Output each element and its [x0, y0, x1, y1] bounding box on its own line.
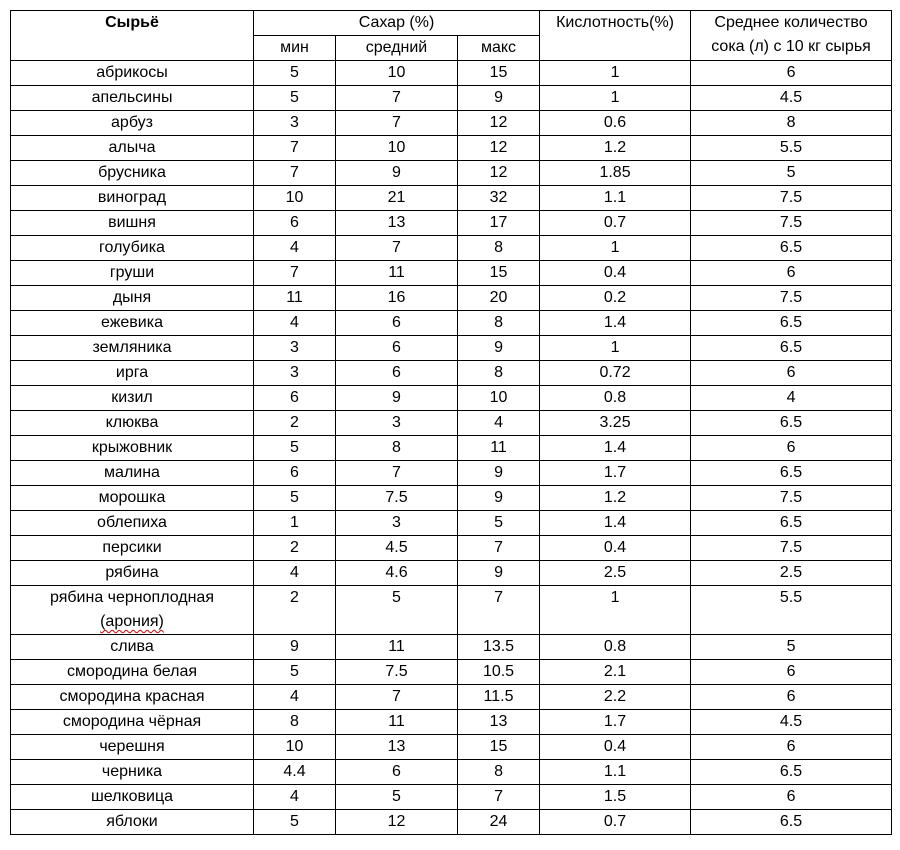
row-name: черника — [11, 760, 254, 785]
row-acid: 1.4 — [540, 436, 691, 461]
table-row — [11, 336, 892, 361]
row-min: 8 — [254, 710, 336, 735]
row-min: 4 — [254, 311, 336, 336]
row-name: брусника — [11, 161, 254, 186]
row-acid: 1.1 — [540, 186, 691, 211]
row-name — [11, 586, 254, 635]
row-max: 9 — [458, 461, 540, 486]
row-juice: 6.5 — [691, 461, 892, 486]
row-name: морошка — [11, 486, 254, 511]
table-row — [11, 536, 892, 561]
row-avg: 9 — [336, 386, 458, 411]
row-avg: 3 — [336, 511, 458, 536]
row-name: крыжовник — [11, 436, 254, 461]
row-avg: 6 — [336, 760, 458, 785]
row-acid: 0.8 — [540, 386, 691, 411]
row-min: 5 — [254, 436, 336, 461]
table-row — [11, 236, 892, 261]
row-name: яблоки — [11, 810, 254, 835]
row-acid: 0.7 — [540, 810, 691, 835]
row-name-line2: (арония) — [100, 613, 164, 630]
table-row — [11, 61, 892, 86]
row-acid: 0.72 — [540, 361, 691, 386]
row-max: 17 — [458, 211, 540, 236]
row-name: вишня — [11, 211, 254, 236]
row-min: 5 — [254, 61, 336, 86]
header-raw: Сырьё — [11, 11, 254, 61]
row-max: 12 — [458, 161, 540, 186]
row-max: 10 — [458, 386, 540, 411]
table-row — [11, 561, 892, 586]
table-row — [11, 411, 892, 436]
row-max: 8 — [458, 311, 540, 336]
row-acid: 3.25 — [540, 411, 691, 436]
row-min: 1 — [254, 511, 336, 536]
row-name: ежевика — [11, 311, 254, 336]
row-juice: 6 — [691, 685, 892, 710]
row-name-line1: рябина черноплодная — [50, 589, 214, 606]
table-row — [11, 386, 892, 411]
table-body-2 — [11, 635, 892, 835]
row-min: 5 — [254, 810, 336, 835]
row-min: 3 — [254, 111, 336, 136]
row-min: 6 — [254, 386, 336, 411]
row-avg: 16 — [336, 286, 458, 311]
row-name: абрикосы — [11, 61, 254, 86]
table-row — [11, 660, 892, 685]
row-acid: 2.5 — [540, 561, 691, 586]
table-row — [11, 760, 892, 785]
row-acid: 0.4 — [540, 261, 691, 286]
row-juice: 6 — [691, 261, 892, 286]
table-row — [11, 710, 892, 735]
row-juice: 5.5 — [691, 586, 892, 635]
row-name: смородина красная — [11, 685, 254, 710]
row-max: 13.5 — [458, 635, 540, 660]
row-juice: 4.5 — [691, 86, 892, 111]
row-name: персики — [11, 536, 254, 561]
row-max: 7 — [458, 785, 540, 810]
table-body-1 — [11, 61, 892, 586]
row-juice: 6 — [691, 785, 892, 810]
row-avg: 11 — [336, 635, 458, 660]
row-min: 5 — [254, 86, 336, 111]
row-max: 11.5 — [458, 685, 540, 710]
row-max: 7 — [458, 586, 540, 635]
row-name: земляника — [11, 336, 254, 361]
row-avg: 21 — [336, 186, 458, 211]
row-acid: 1.5 — [540, 785, 691, 810]
row-acid: 2.1 — [540, 660, 691, 685]
row-avg: 4.6 — [336, 561, 458, 586]
row-juice: 7.5 — [691, 211, 892, 236]
header-juice-line1: Среднее количество — [714, 14, 868, 31]
row-max: 24 — [458, 810, 540, 835]
row-acid: 1 — [540, 61, 691, 86]
row-avg: 7.5 — [336, 486, 458, 511]
row-max: 12 — [458, 136, 540, 161]
row-acid: 0.7 — [540, 211, 691, 236]
row-max: 20 — [458, 286, 540, 311]
row-juice: 6 — [691, 61, 892, 86]
row-acid: 1 — [540, 236, 691, 261]
row-min: 6 — [254, 211, 336, 236]
row-min: 10 — [254, 186, 336, 211]
table-row — [11, 685, 892, 710]
row-min: 3 — [254, 361, 336, 386]
row-name: смородина белая — [11, 660, 254, 685]
row-avg: 6 — [336, 336, 458, 361]
row-juice: 7.5 — [691, 536, 892, 561]
row-acid: 1.4 — [540, 511, 691, 536]
row-juice: 4 — [691, 386, 892, 411]
row-avg: 7.5 — [336, 660, 458, 685]
row-name: алыча — [11, 136, 254, 161]
row-avg: 7 — [336, 685, 458, 710]
table-row — [11, 436, 892, 461]
row-juice: 6 — [691, 361, 892, 386]
table-row — [11, 86, 892, 111]
row-acid: 1 — [540, 586, 691, 635]
row-max: 9 — [458, 561, 540, 586]
row-min: 6 — [254, 461, 336, 486]
row-juice: 4.5 — [691, 710, 892, 735]
row-min: 4 — [254, 561, 336, 586]
row-max: 15 — [458, 61, 540, 86]
row-juice: 6.5 — [691, 336, 892, 361]
row-juice: 6 — [691, 436, 892, 461]
row-avg: 8 — [336, 436, 458, 461]
row-acid: 1 — [540, 336, 691, 361]
row-name: шелковица — [11, 785, 254, 810]
row-name: слива — [11, 635, 254, 660]
row-juice: 6.5 — [691, 810, 892, 835]
row-min: 4 — [254, 785, 336, 810]
table-row — [11, 136, 892, 161]
row-min: 2 — [254, 411, 336, 436]
row-name: арбуз — [11, 111, 254, 136]
row-acid: 1.7 — [540, 461, 691, 486]
row-max: 4 — [458, 411, 540, 436]
row-acid: 0.8 — [540, 635, 691, 660]
row-acid: 2.2 — [540, 685, 691, 710]
table-row — [11, 586, 892, 635]
row-juice: 6 — [691, 735, 892, 760]
row-min: 4 — [254, 236, 336, 261]
juice-table — [10, 10, 892, 835]
row-avg: 13 — [336, 211, 458, 236]
row-acid: 1.2 — [540, 486, 691, 511]
header-sugar: Сахар (%) — [254, 11, 540, 36]
row-avg: 6 — [336, 361, 458, 386]
table-row — [11, 161, 892, 186]
row-name: кизил — [11, 386, 254, 411]
row-name: виноград — [11, 186, 254, 211]
row-min: 4 — [254, 685, 336, 710]
row-avg: 11 — [336, 261, 458, 286]
row-name: груши — [11, 261, 254, 286]
row-max: 9 — [458, 486, 540, 511]
row-juice: 8 — [691, 111, 892, 136]
row-acid: 1.4 — [540, 311, 691, 336]
row-juice: 6.5 — [691, 760, 892, 785]
row-juice: 6.5 — [691, 236, 892, 261]
table-row — [11, 785, 892, 810]
row-min: 7 — [254, 136, 336, 161]
row-max: 9 — [458, 336, 540, 361]
table-row — [11, 286, 892, 311]
row-max: 10.5 — [458, 660, 540, 685]
row-acid: 1.85 — [540, 161, 691, 186]
row-max: 32 — [458, 186, 540, 211]
row-max: 5 — [458, 511, 540, 536]
row-name: клюква — [11, 411, 254, 436]
row-max: 8 — [458, 236, 540, 261]
header-min: мин — [254, 36, 336, 61]
row-avg: 12 — [336, 810, 458, 835]
row-min: 5 — [254, 486, 336, 511]
header-avg: средний — [336, 36, 458, 61]
row-max: 13 — [458, 710, 540, 735]
row-max: 8 — [458, 361, 540, 386]
row-min: 3 — [254, 336, 336, 361]
row-juice: 6 — [691, 660, 892, 685]
row-avg: 7 — [336, 111, 458, 136]
row-juice: 7.5 — [691, 286, 892, 311]
row-min: 5 — [254, 660, 336, 685]
row-avg: 7 — [336, 461, 458, 486]
row-name: голубика — [11, 236, 254, 261]
row-avg: 5 — [336, 785, 458, 810]
row-max: 11 — [458, 436, 540, 461]
row-name: смородина чёрная — [11, 710, 254, 735]
row-name: дыня — [11, 286, 254, 311]
row-avg: 9 — [336, 161, 458, 186]
table-row — [11, 311, 892, 336]
row-name: малина — [11, 461, 254, 486]
row-min: 4.4 — [254, 760, 336, 785]
row-juice: 6.5 — [691, 311, 892, 336]
row-acid: 1 — [540, 86, 691, 111]
row-min: 7 — [254, 261, 336, 286]
table-row — [11, 261, 892, 286]
row-acid: 0.6 — [540, 111, 691, 136]
table-row — [11, 810, 892, 835]
table-row — [11, 186, 892, 211]
row-max: 8 — [458, 760, 540, 785]
table-row — [11, 635, 892, 660]
row-min: 9 — [254, 635, 336, 660]
header-acidity: Кислотность(%) — [540, 11, 691, 61]
table-row — [11, 486, 892, 511]
row-name: облепиха — [11, 511, 254, 536]
row-juice: 5 — [691, 635, 892, 660]
row-acid: 0.4 — [540, 735, 691, 760]
row-min: 7 — [254, 161, 336, 186]
row-name: черешня — [11, 735, 254, 760]
table-row — [11, 511, 892, 536]
row-name: рябина — [11, 561, 254, 586]
row-avg: 13 — [336, 735, 458, 760]
header-juice — [691, 11, 892, 61]
row-avg: 3 — [336, 411, 458, 436]
table-row — [11, 211, 892, 236]
row-min: 10 — [254, 735, 336, 760]
table-row — [11, 111, 892, 136]
header-max: макс — [458, 36, 540, 61]
table-row — [11, 361, 892, 386]
table-row — [11, 461, 892, 486]
row-juice: 5.5 — [691, 136, 892, 161]
row-acid: 1.1 — [540, 760, 691, 785]
row-max: 15 — [458, 261, 540, 286]
row-min: 2 — [254, 586, 336, 635]
row-max: 15 — [458, 735, 540, 760]
row-avg: 4.5 — [336, 536, 458, 561]
row-max: 12 — [458, 111, 540, 136]
table-row — [11, 735, 892, 760]
row-acid: 0.2 — [540, 286, 691, 311]
row-max: 9 — [458, 86, 540, 111]
row-name: ирга — [11, 361, 254, 386]
row-acid: 1.2 — [540, 136, 691, 161]
row-avg: 6 — [336, 311, 458, 336]
row-avg: 10 — [336, 136, 458, 161]
row-juice: 7.5 — [691, 486, 892, 511]
table-body-aronia — [11, 586, 892, 635]
row-avg: 10 — [336, 61, 458, 86]
row-juice: 7.5 — [691, 186, 892, 211]
row-acid: 1.7 — [540, 710, 691, 735]
row-min: 11 — [254, 286, 336, 311]
row-avg: 7 — [336, 86, 458, 111]
row-acid: 0.4 — [540, 536, 691, 561]
row-max: 7 — [458, 536, 540, 561]
row-avg: 7 — [336, 236, 458, 261]
header-juice-line2: сока (л) с 10 кг сырья — [711, 38, 871, 55]
row-juice: 5 — [691, 161, 892, 186]
row-name: апельсины — [11, 86, 254, 111]
row-juice: 6.5 — [691, 411, 892, 436]
row-min: 2 — [254, 536, 336, 561]
row-avg: 5 — [336, 586, 458, 635]
row-juice: 2.5 — [691, 561, 892, 586]
row-avg: 11 — [336, 710, 458, 735]
row-juice: 6.5 — [691, 511, 892, 536]
